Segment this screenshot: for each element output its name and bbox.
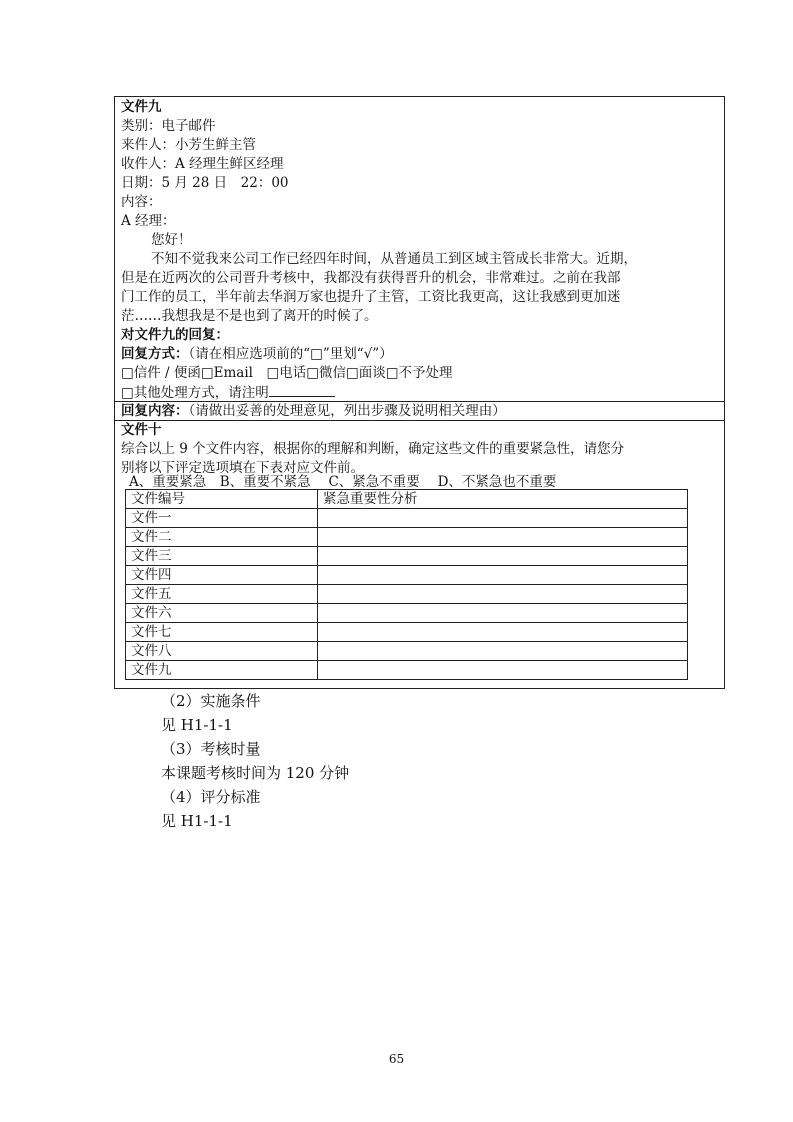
table-cell-file: 文件三 (126, 547, 318, 566)
file9-body-line: 门工作的员工，半年前去华润万家也提升了主管，工资比我更高，这让我感到更加迷 (121, 289, 621, 305)
table-cell-file: 文件五 (126, 585, 318, 604)
table-cell-file: 文件七 (126, 623, 318, 642)
table-cell-analysis[interactable] (318, 642, 688, 661)
reply-options-line1[interactable]: □信件 / 便函□Email □电话□微信□面谈□不予处理 (121, 365, 453, 381)
file9-salutation: A 经理： (121, 213, 176, 229)
table-row (126, 604, 688, 623)
table-cell-file: 文件四 (126, 566, 318, 585)
reply-options-line2[interactable]: □其他处理方式，请注明 (121, 385, 269, 401)
section-text: 见 H1-1-1 (161, 716, 233, 734)
reply-title: 对文件九的回复： (121, 327, 229, 343)
reply-content-row (121, 402, 506, 421)
table-cell-analysis[interactable] (318, 661, 688, 680)
file9-sender: 来件人：小芳生鲜主管 (121, 137, 256, 153)
reply-content-hint: （请做出妥善的处理意见，列出步骤及说明相关理由） (188, 403, 506, 419)
table-row (126, 566, 688, 585)
other-method-blank[interactable] (269, 383, 335, 397)
file9-greeting: 您好！ (151, 232, 192, 248)
file10-desc-line: 综合以上 9 个文件内容，根据你的理解和判断，确定这些文件的重要紧急性，请您分 (121, 441, 625, 457)
table-cell-analysis[interactable] (318, 585, 688, 604)
file10-title: 文件十 (121, 422, 162, 438)
file10-choices: A、重要紧急 B、重要不紧急 C、紧急不重要 D、不紧急也不重要 (129, 474, 557, 490)
table-cell-analysis[interactable] (318, 528, 688, 547)
reply-options-line2-row (121, 383, 335, 403)
reply-content-label: 回复内容： (121, 403, 189, 419)
table-cell-analysis[interactable] (318, 566, 688, 585)
file9-recipient: 收件人：A 经理生鲜区经理 (121, 156, 284, 172)
reply-method-hint: （请在相应选项前的“□”里划“√”） (188, 346, 393, 362)
file9-category: 类别：电子邮件 (121, 118, 216, 134)
reply-method-label: 回复方式： (121, 346, 189, 362)
section-heading: （2）实施条件 (161, 692, 261, 710)
table-cell-analysis[interactable] (318, 604, 688, 623)
section-heading: （3）考核时量 (161, 740, 261, 758)
table-row (126, 528, 688, 547)
table-cell-analysis[interactable] (318, 509, 688, 528)
table-row (126, 623, 688, 642)
file9-title: 文件九 (121, 99, 162, 115)
section-text: 见 H1-1-1 (161, 812, 233, 830)
table-cell-analysis[interactable] (318, 623, 688, 642)
table-cell-file: 文件一 (126, 509, 318, 528)
table-cell-file: 文件八 (126, 642, 318, 661)
file9-body-line: 不知不觉我来公司工作已经四年时间，从普通员工到区域主管成长非常大。近期， (151, 251, 637, 267)
section-text: 本课题考核时间为 120 分钟 (161, 764, 350, 782)
table-row (126, 661, 688, 680)
table-cell-file: 文件九 (126, 661, 318, 680)
table-cell-analysis[interactable] (318, 547, 688, 566)
document-frame (114, 96, 725, 689)
reply-method-row (121, 345, 393, 364)
section-heading: （4）评分标准 (161, 788, 261, 806)
table-header-cell: 文件编号 (126, 490, 318, 509)
table-row (126, 585, 688, 604)
file9-body-line: 但是在近两次的公司晋升考核中，我都没有获得晋升的机会，非常难过。之前在我部 (121, 270, 621, 286)
file10-desc-line: 别将以下评定选项填在下表对应文件前。 (121, 460, 364, 476)
divider (115, 420, 724, 421)
file9-content-label: 内容： (121, 194, 162, 210)
file9-body-line: 茫……我想我是不是也到了离开的时候了。 (121, 308, 378, 324)
file9-date: 日期：5 月 28 日 22：00 (121, 175, 289, 191)
table-cell-file: 文件二 (126, 528, 318, 547)
table-row (126, 509, 688, 528)
table-header-row (126, 490, 688, 509)
table-row (126, 642, 688, 661)
table-cell-file: 文件六 (126, 604, 318, 623)
urgency-table (125, 489, 688, 680)
page-number: 65 (388, 1052, 405, 1066)
table-row (126, 547, 688, 566)
table-header-cell: 紧急重要性分析 (318, 490, 688, 509)
